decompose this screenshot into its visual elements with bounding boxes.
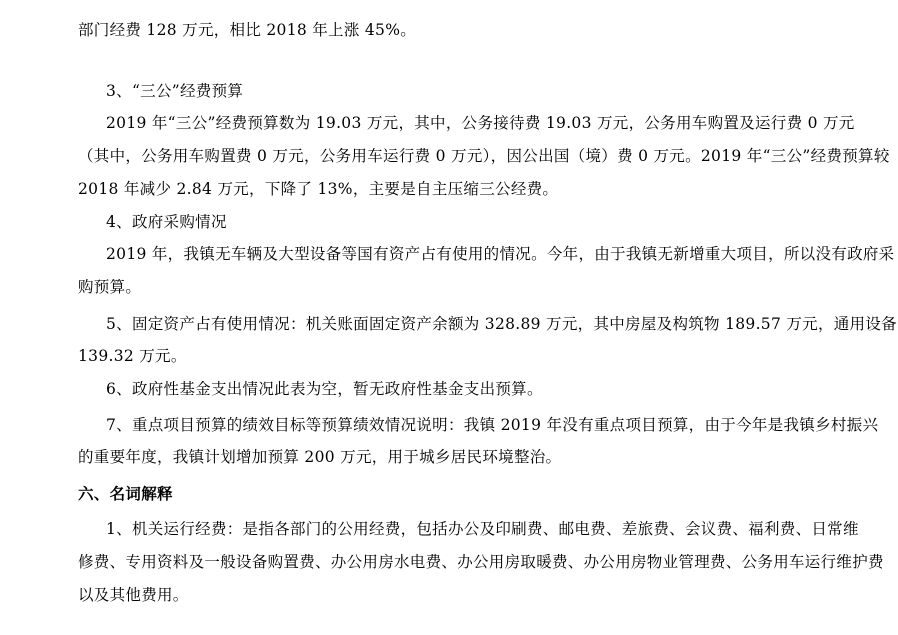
paragraph-line: 以及其他费用。	[78, 586, 189, 604]
paragraph-line: （其中，公务用车购置费 0 万元，公务用车运行费 0 万元），因公出国（境）费 0 万元。2019 年“三公”经费预算较	[78, 147, 890, 165]
paragraph-line: 2019 年“三公”经费预算数为 19.03 万元，其中，公务接待费 19.03 万元，公务用车购置及运行费 0 万元	[106, 114, 855, 132]
chapter-heading: 六、名词解释	[78, 484, 173, 503]
paragraph-line: 6、政府性基金支出情况此表为空，暂无政府性基金支出预算。	[106, 380, 543, 398]
text-line: 部门经费 128 万元，相比 2018 年上涨 45%。	[78, 21, 417, 39]
section-heading: 4、政府采购情况	[106, 213, 227, 231]
paragraph-line: 修费、专用资料及一般设备购置费、办公用房水电费、办公用房取暖费、办公用房物业管理费、公务用车运行维护费	[78, 553, 884, 571]
paragraph-line: 的重要年度，我镇计划增加预算 200 万元，用于城乡居民环境整治。	[78, 448, 562, 466]
section-heading: 3、“三公”经费预算	[106, 82, 244, 100]
paragraph-line: 1、机关运行经费：是指各部门的公用经费，包括办公及印刷费、邮电费、差旅费、会议费、福利费、日常维	[106, 520, 859, 538]
paragraph-line: 2018 年减少 2.84 万元，下降了 13%，主要是自主压缩三公经费。	[78, 180, 559, 198]
paragraph-line: 7、重点项目预算的绩效目标等预算绩效情况说明：我镇 2019 年没有重点项目预算，由于今年是我镇乡村振兴	[106, 416, 879, 434]
paragraph-line: 2019 年，我镇无车辆及大型设备等国有资产占有使用的情况。今年，由于我镇无新增重大项目，所以没有政府采	[106, 245, 895, 263]
paragraph-line: 购预算。	[78, 278, 142, 296]
paragraph-line: 5、固定资产占有使用情况：机关账面固定资产余额为 328.89 万元，其中房屋及构筑物 189.57 万元，通用设备	[106, 315, 897, 333]
paragraph-line: 139.32 万元。	[78, 347, 187, 365]
